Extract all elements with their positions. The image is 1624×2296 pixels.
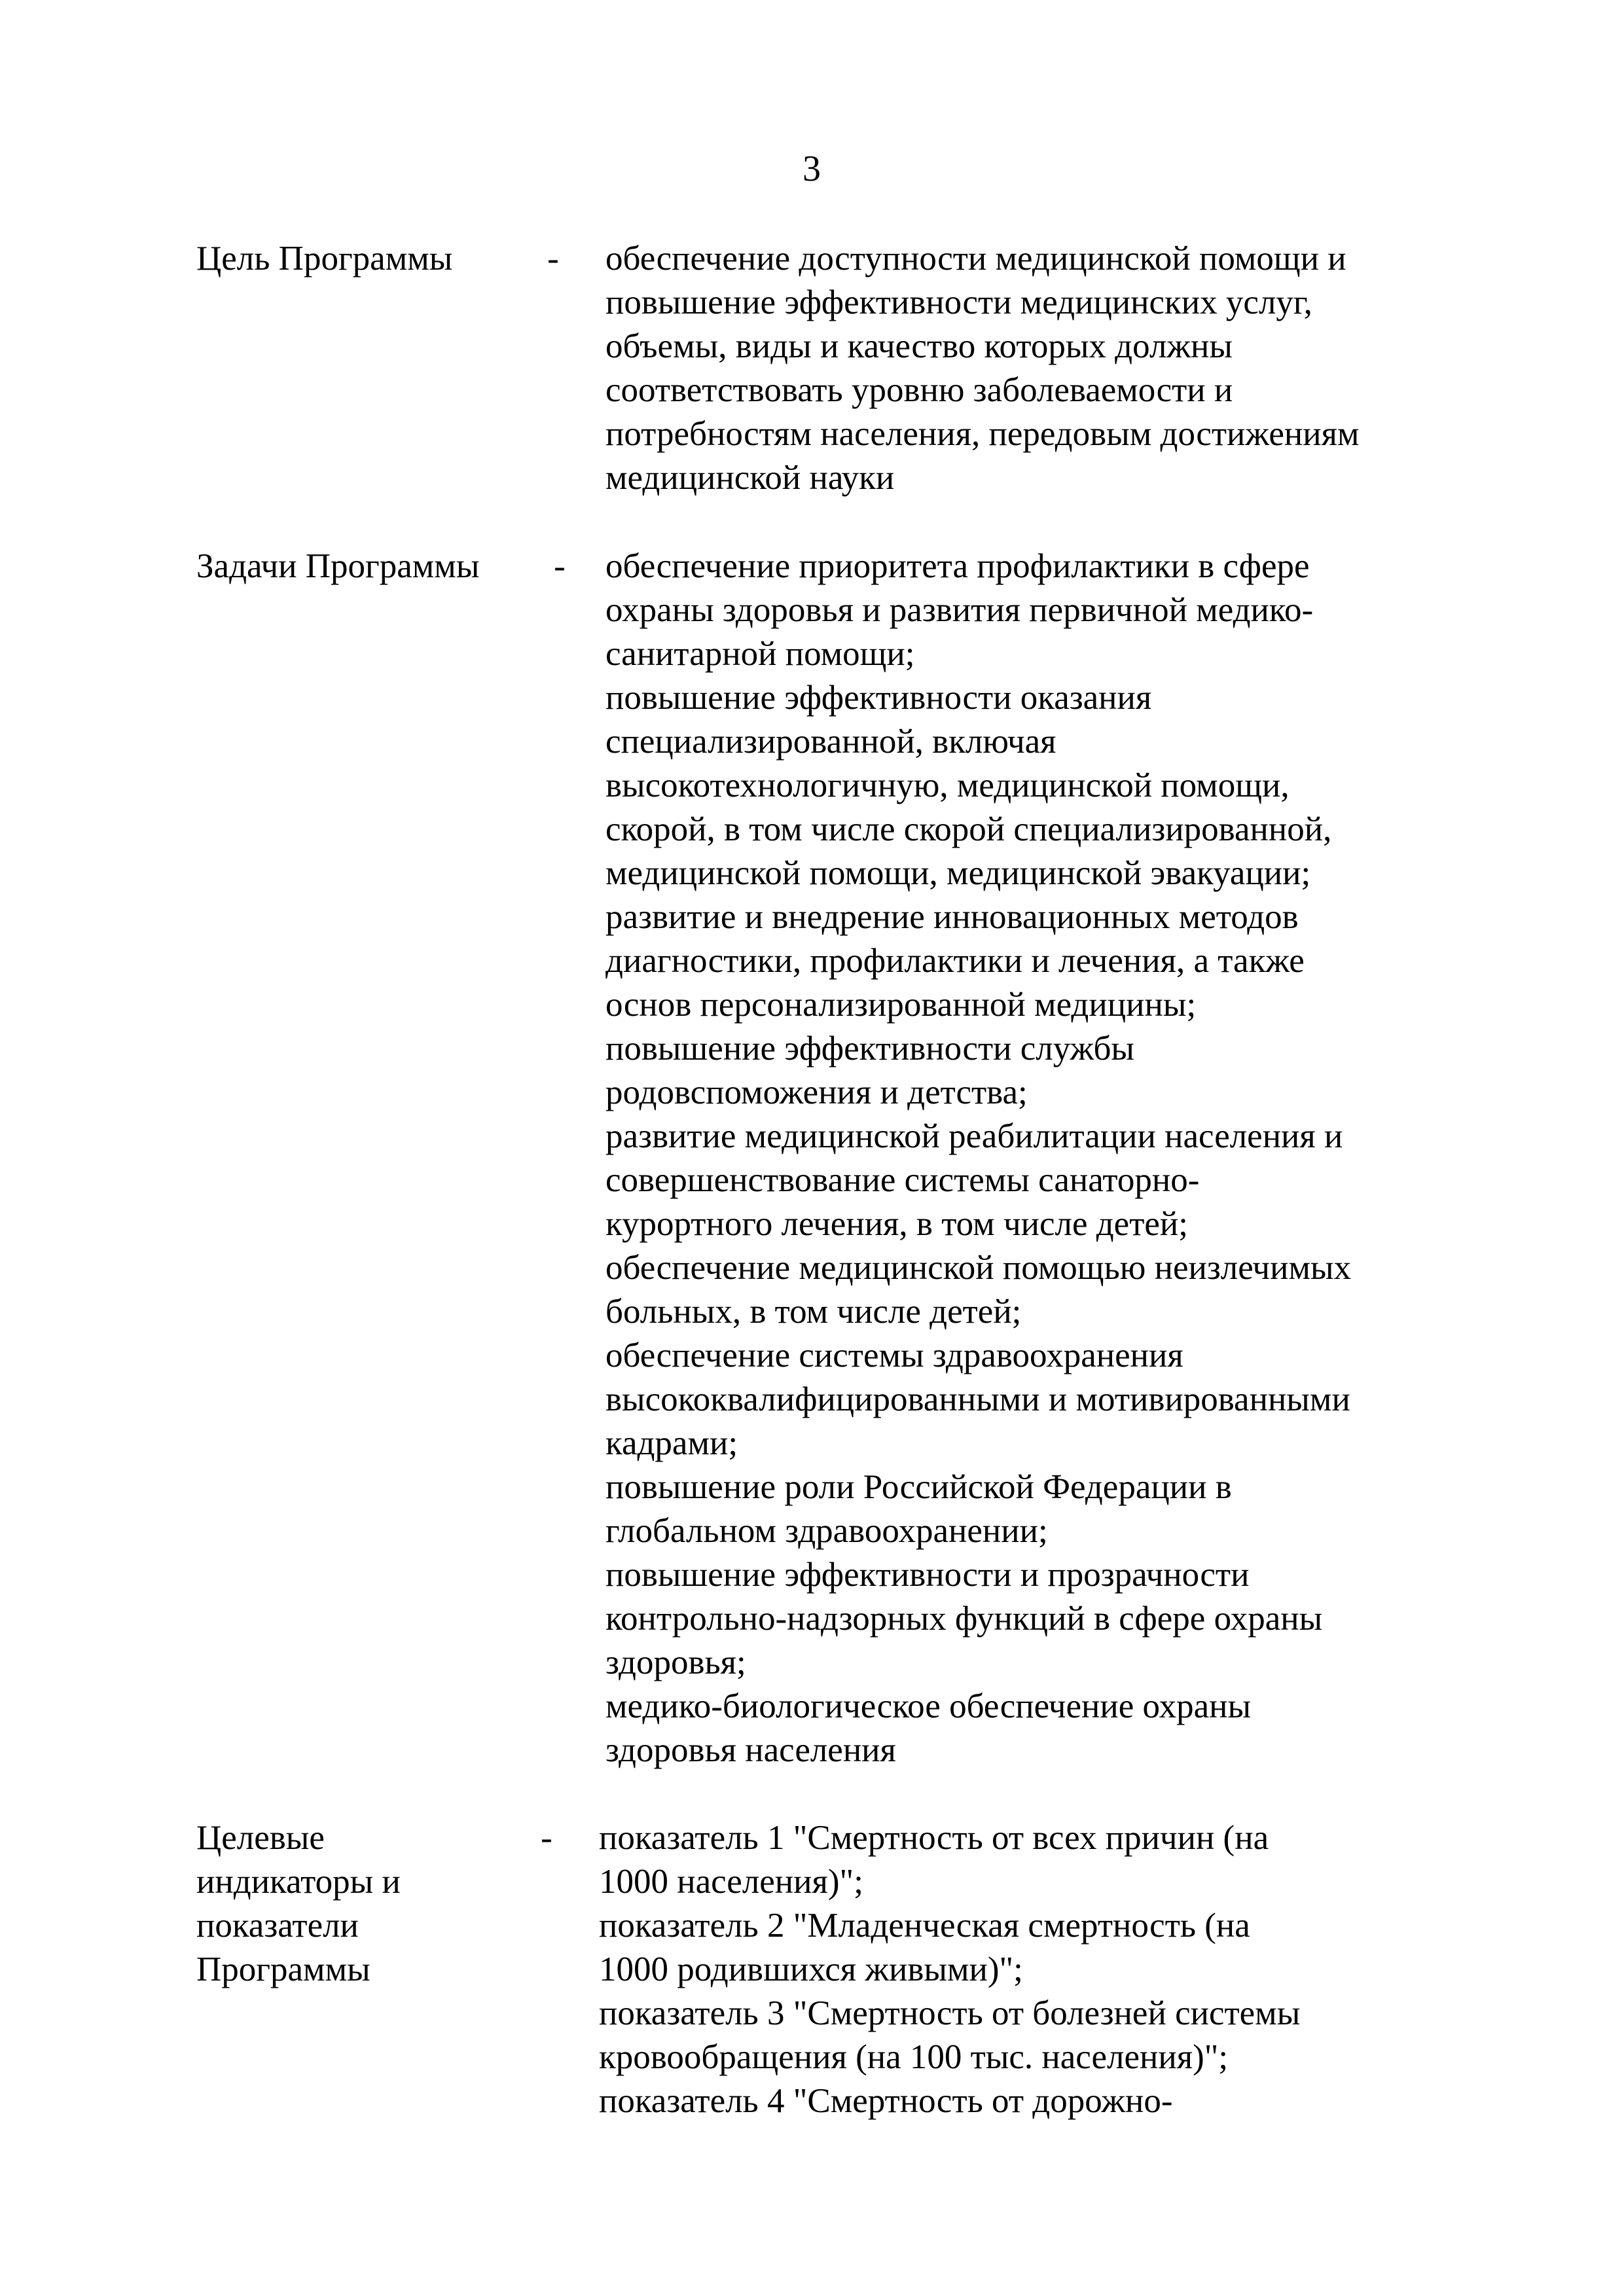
- content-line: соответствовать уровню заболеваемости и: [605, 371, 1233, 409]
- content-line: совершенствование системы санаторно-: [605, 1161, 1200, 1199]
- content-line: обеспечение системы здравоохранения: [605, 1336, 1183, 1374]
- content-line: 1000 родившихся живыми)";: [599, 1950, 1023, 1988]
- section-content: [599, 1816, 1476, 2123]
- content-line: развитие и внедрение инновационных методов: [605, 898, 1299, 936]
- dash-separator: -: [554, 547, 566, 585]
- content-line: специализированной, включая: [605, 723, 1056, 761]
- section-label-line: Цель Программы: [196, 240, 453, 278]
- content-line: повышение эффективности оказания: [605, 679, 1152, 717]
- content-line: основ персонализированной медицины;: [605, 986, 1197, 1024]
- content-line: 1000 населения)";: [599, 1863, 863, 1901]
- content-line: высококвалифицированными и мотивированными: [605, 1380, 1350, 1418]
- section-label-line: индикаторы и: [196, 1863, 401, 1901]
- content-line: обеспечение доступности медицинской помощи и: [605, 240, 1346, 278]
- section-content: [605, 237, 1483, 500]
- content-line: повышение роли Российской Федерации в: [605, 1468, 1232, 1506]
- content-line: высокотехнологичную, медицинской помощи,: [605, 766, 1290, 804]
- content-line: контрольно-надзорных функций в сфере охраны: [605, 1600, 1323, 1638]
- content-line: кадрами;: [605, 1424, 738, 1462]
- content-line: показатель 3 "Смертность от болезней системы: [599, 1994, 1301, 2032]
- section-label-line: Задачи Программы: [196, 547, 480, 585]
- content-line: глобальном здравоохранении;: [605, 1512, 1048, 1550]
- dash-separator: -: [547, 240, 559, 278]
- content-line: родовспоможения и детства;: [605, 1073, 1028, 1111]
- section-label: [196, 237, 537, 281]
- content-line: скорой, в том числе скорой специализированной,: [605, 810, 1332, 848]
- content-line: медико-биологическое обеспечение охраны: [605, 1687, 1252, 1725]
- page-number: 3: [803, 149, 821, 189]
- content-line: потребностям населения, передовым достижениям: [605, 415, 1360, 453]
- content-line: развитие медицинской реабилитации населения и: [605, 1117, 1343, 1155]
- content-line: повышение эффективности службы: [605, 1030, 1135, 1067]
- section-label: [196, 545, 537, 588]
- section-label-line: Программы: [196, 1950, 370, 1988]
- content-line: показатель 2 "Младенческая смертность (на: [599, 1907, 1250, 1945]
- section-label-line: показатели: [196, 1907, 359, 1945]
- content-line: медицинской помощи, медицинской эвакуации;: [605, 854, 1311, 892]
- content-line: обеспечение приоритета профилактики в сфере: [605, 547, 1310, 585]
- content-line: диагностики, профилактики и лечения, а также: [605, 942, 1305, 980]
- section-label-line: Целевые: [196, 1819, 325, 1857]
- content-line: здоровья;: [605, 1643, 746, 1681]
- content-line: показатель 1 "Смертность от всех причин (на: [599, 1819, 1269, 1857]
- content-line: объемы, виды и качество которых должны: [605, 327, 1233, 365]
- content-line: кровообращения (на 100 тыс. населения)";: [599, 2038, 1229, 2076]
- content-line: повышение эффективности медицинских услуг,: [605, 283, 1312, 321]
- content-line: обеспечение медицинской помощью неизлечимых: [605, 1249, 1352, 1287]
- section-content: [605, 545, 1483, 1772]
- content-line: охраны здоровья и развития первичной медико-: [605, 591, 1314, 629]
- content-line: санитарной помощи;: [605, 635, 915, 673]
- content-line: больных, в том числе детей;: [605, 1293, 1022, 1331]
- content-line: показатель 4 "Смертность от дорожно-: [599, 2082, 1173, 2120]
- content-line: курортного лечения, в том числе детей;: [605, 1205, 1188, 1243]
- section-label: [196, 1816, 537, 1992]
- content-line: здоровья населения: [605, 1731, 896, 1769]
- content-line: медицинской науки: [605, 459, 895, 497]
- dash-separator: -: [541, 1819, 552, 1857]
- content-line: повышение эффективности и прозрачности: [605, 1556, 1250, 1594]
